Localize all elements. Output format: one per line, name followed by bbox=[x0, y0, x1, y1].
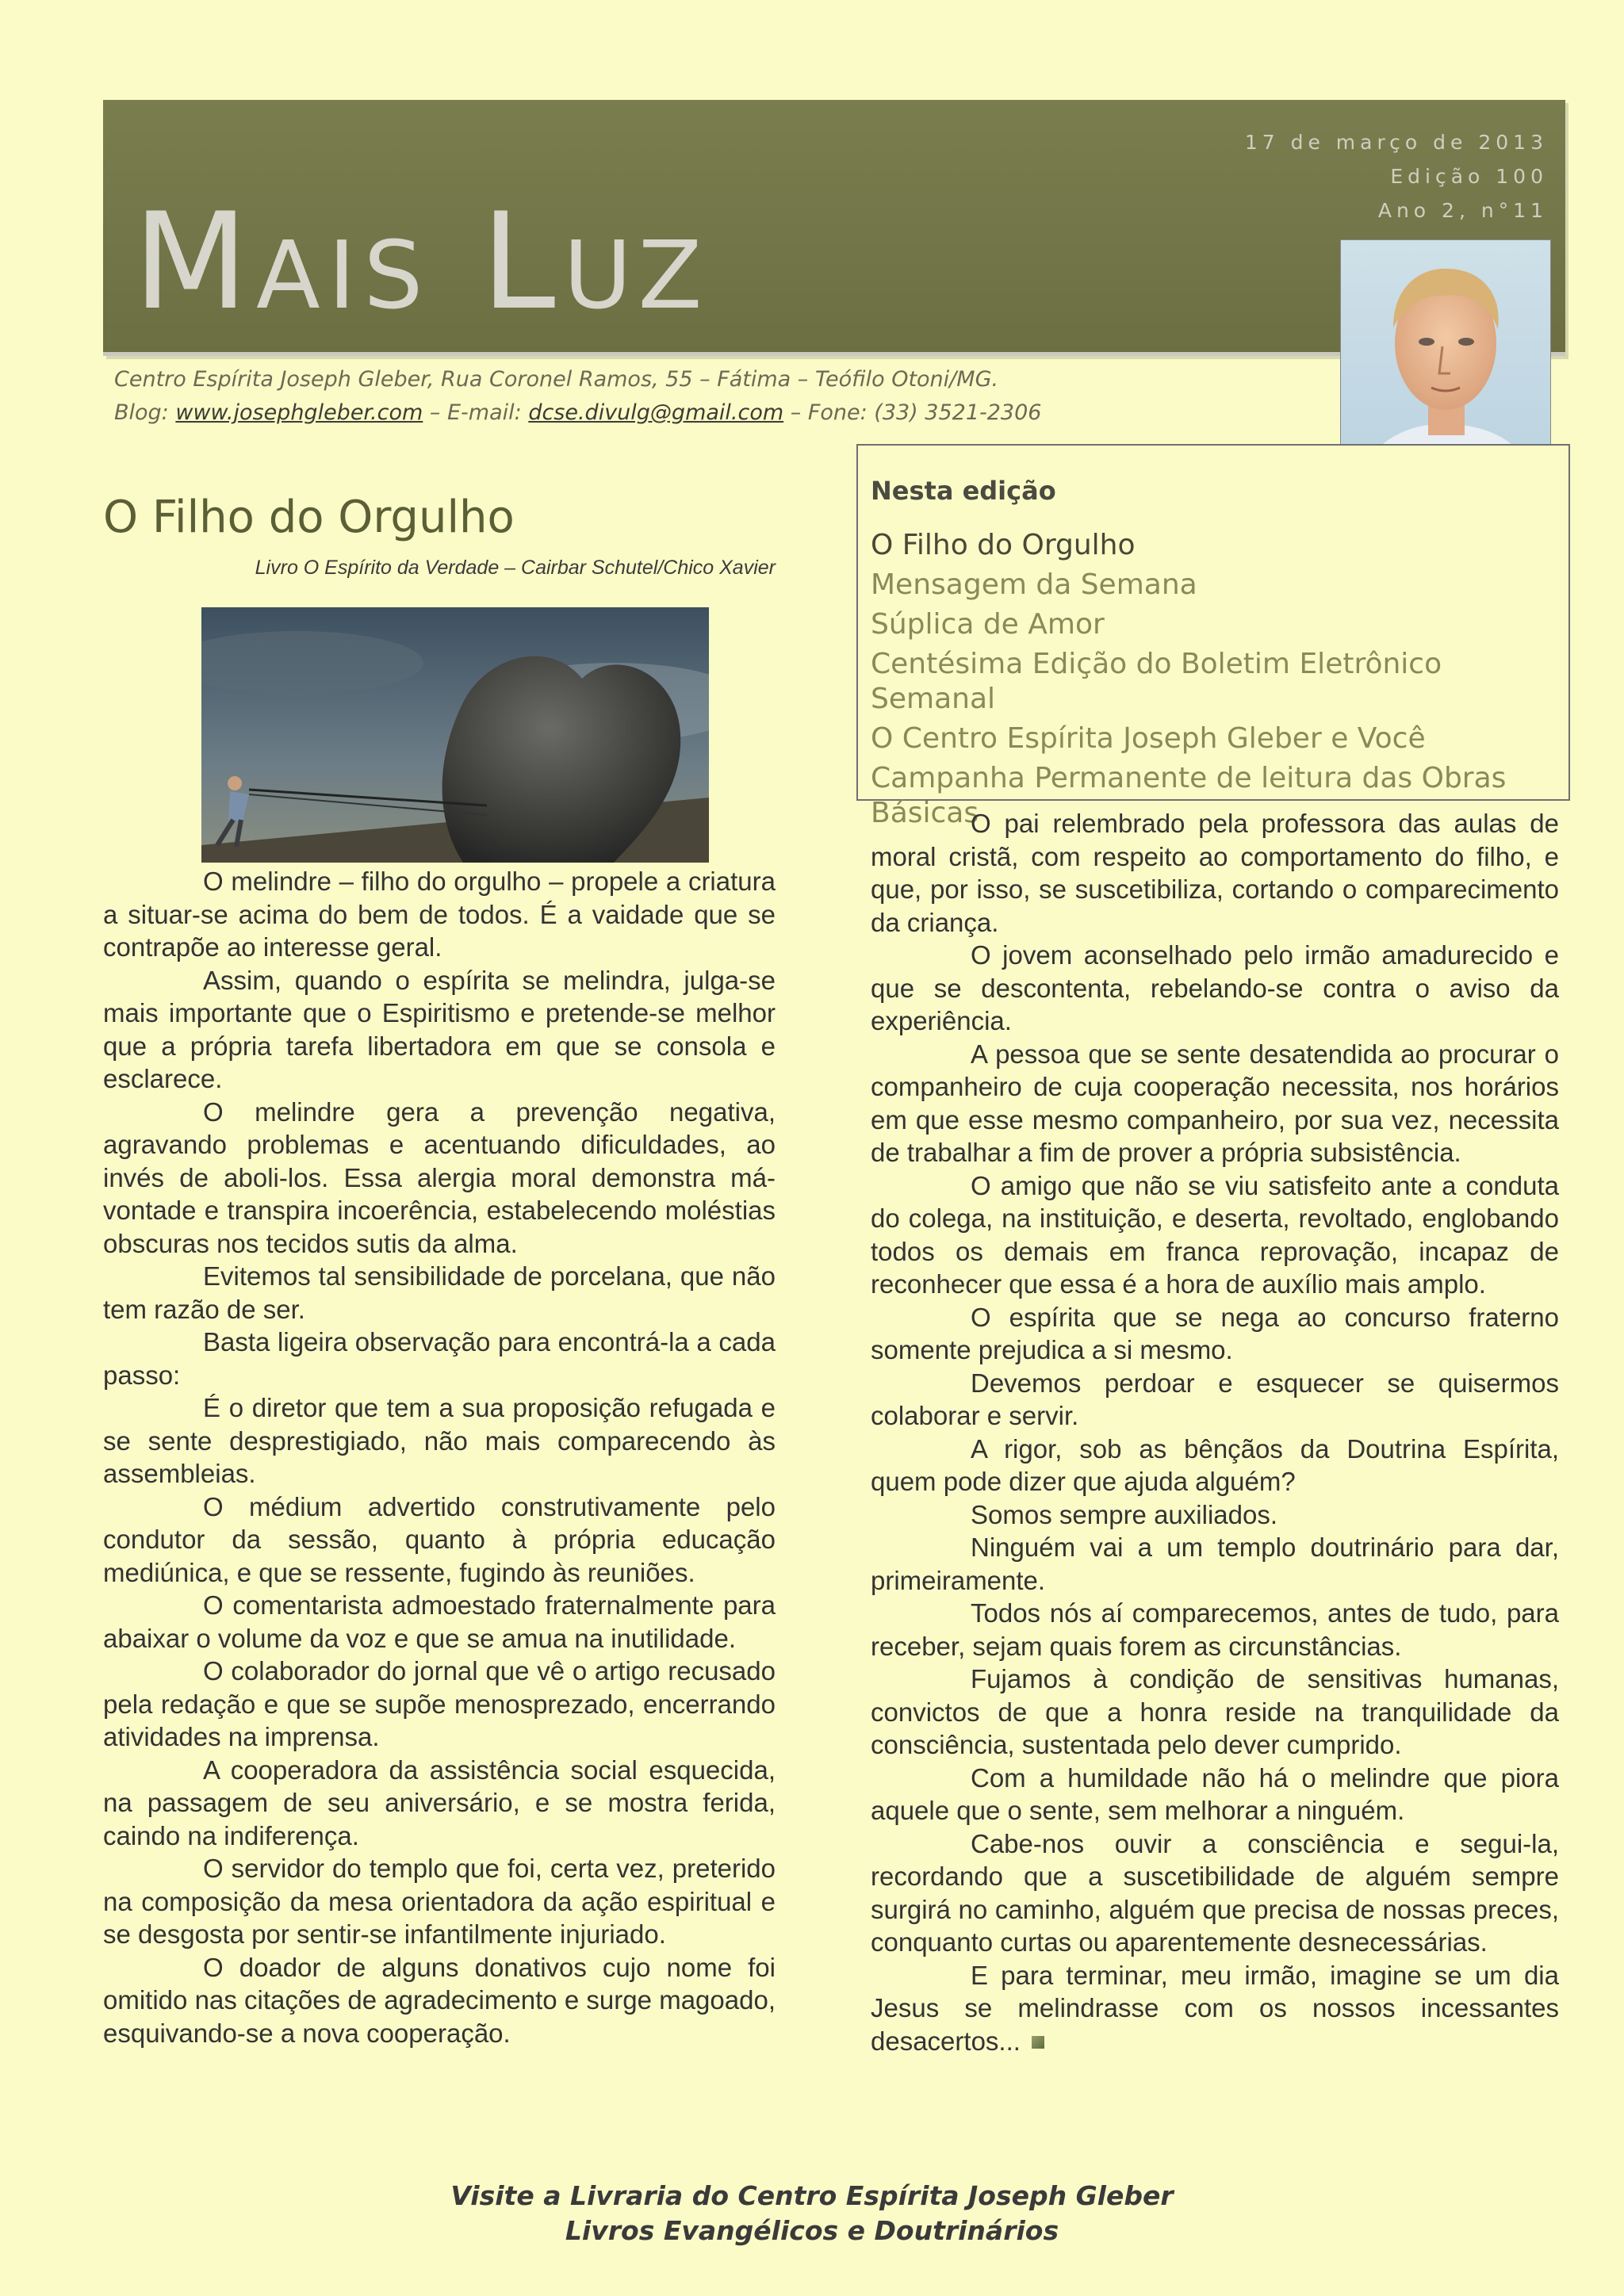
article-paragraph: O pai relembrado pela professora das aulas de moral cristã, com respeito ao comportamento do filho, e que, por isso, se suscetibiliza, cortando o comparecimento da criança. bbox=[871, 809, 1559, 937]
article-paragraph: O doador de alguns donativos cujo nome foi omitido nas citações de agradecimento e surge magoado, esquivando-se a nova cooperação. bbox=[103, 1952, 776, 2048]
final-paragraph-text: E para terminar, meu irmão, imagine se um dia Jesus se melindrasse com os nossos incessantes desacertos... bbox=[871, 1960, 1559, 2056]
article-paragraph: Cabe-nos ouvir a consciência e segui-la, recordando que a suscetibilidade de alguém sempre surgirá no caminho, alguém que precisa de nossas preces, conquanto curtas ou aparentemente desnecessárias. bbox=[871, 1828, 1559, 1957]
article-paragraph: O melindre gera a prevenção negativa, agravando problemas e acentuando dificuldades, ao invés de aboli-los. Essa alergia moral demonstra má-vontade e transpira incoerência, estabelecendo moléstias obscuras nos tecidos sutis da alma. bbox=[103, 1096, 776, 1258]
article-paragraph: A rigor, sob as bênçãos da Doutrina Espírita, quem pode dizer que ajuda alguém? bbox=[871, 1433, 1559, 1496]
article-paragraph bbox=[871, 1959, 1559, 2058]
article-paragraph: O médium advertido construtivamente pelo condutor da sessão, quanto à própria educação mediúnica, e que se ressente, fugindo às reuniões. bbox=[103, 1491, 776, 1587]
article-title: O Filho do Orgulho bbox=[103, 492, 515, 543]
article-paragraph: Com a humildade não há o melindre que piora aquele que o sente, sem melhorar a ninguém. bbox=[871, 1762, 1559, 1825]
toc-item[interactable]: Centésima Edição do Boletim Eletrônico Semanal bbox=[871, 648, 1442, 715]
issue-edition: Edição 100 bbox=[1390, 165, 1548, 188]
issue-info bbox=[1245, 125, 1548, 228]
toc-item[interactable]: Mensagem da Semana bbox=[871, 568, 1197, 601]
article-paragraph: O comentarista admoestado fraternalmente para abaixar o volume da voz e que se amua na inutilidade. bbox=[103, 1590, 776, 1653]
contact-line bbox=[114, 396, 1041, 430]
article-paragraph: O servidor do templo que foi, certa vez, preterido na composição da mesa orientadora da ação espiritual e se desgosta por sentir-se infantilmente injuriado. bbox=[103, 1854, 776, 1949]
toc-item[interactable]: O Filho do Orgulho bbox=[871, 529, 1136, 561]
blog-link[interactable]: www.josephgleber.com bbox=[175, 400, 423, 425]
article-paragraph: O espírita que se nega ao concurso fraterno somente prejudica a si mesmo. bbox=[871, 1302, 1559, 1364]
toc-item[interactable]: O Centro Espírita Joseph Gleber e Você bbox=[871, 722, 1426, 755]
article-paragraph: É o diretor que tem a sua proposição refugada e se sente desprestigiado, não mais comparecendo às assembleias. bbox=[103, 1393, 776, 1488]
article-paragraph: O melindre – filho do orgulho – propele a criatura a situar-se acima do bem de todos. É a vaidade que se contrapõe ao interesse geral. bbox=[103, 867, 776, 962]
article-paragraph: O amigo que não se viu satisfeito ante a conduta do colega, na instituição, e deserta, revoltado, englobando todos os demais em franca reprovação, incapaz de reconhecer que essa é a hora de auxílio mais amplo. bbox=[871, 1170, 1559, 1299]
toc-item[interactable]: Súplica de Amor bbox=[871, 608, 1105, 641]
article-paragraph: Todos nós aí comparecemos, antes de tudo, para receber, sejam quais forem as circunstâncias. bbox=[871, 1598, 1559, 1661]
article-paragraph: Assim, quando o espírita se melindra, julga-se mais importante que o Espiritismo e pretende-se melhor que a própria tarefa libertadora em que se consola e esclarece. bbox=[103, 965, 776, 1093]
phone-text: – Fone: (33) 3521-2306 bbox=[783, 400, 1042, 425]
issue-number: Ano 2, n°11 bbox=[1377, 199, 1548, 222]
article-paragraph: Devemos perdoar e esquecer se quisermos colaborar e servir. bbox=[871, 1368, 1559, 1430]
toc-item[interactable]: Campanha Permanente de leitura das Obras Básicas bbox=[871, 762, 1507, 829]
footer bbox=[0, 2179, 1624, 2248]
article-paragraph: Ninguém vai a um templo doutrinário para dar, primeiramente. bbox=[871, 1533, 1559, 1595]
article-paragraph: Somos sempre auxiliados. bbox=[971, 1499, 1278, 1529]
article-paragraph: Evitemos tal sensibilidade de porcelana, que não tem razão de ser. bbox=[103, 1261, 776, 1324]
footer-books: Livros Evangélicos e Doutrinários bbox=[565, 2215, 1059, 2246]
article-paragraph: A cooperadora da assistência social esquecida, na passagem de seu aniversário, e se mostra ferida, caindo na indiferença. bbox=[103, 1755, 776, 1850]
article-paragraph: Fujamos à condição de sensitivas humanas, convictos de que a honra reside na tranquilidade da consciência, sustentada pelo dever cumprido. bbox=[871, 1664, 1559, 1759]
end-of-article-icon bbox=[1032, 2036, 1044, 2049]
article-source: Livro O Espírito da Verdade – Cairbar Schutel/Chico Xavier bbox=[255, 557, 776, 579]
toc-list bbox=[871, 528, 1561, 836]
article-paragraph: O colaborador do jornal que vê o artigo recusado pela redação e que se supõe menosprezado, encerrando atividades na imprensa. bbox=[103, 1656, 776, 1751]
article-column-right bbox=[871, 807, 1559, 2057]
article-paragraph: A pessoa que se sente desatendida ao procurar o companheiro de cuja cooperação necessita, nos horários em que esse mesmo companheiro, por sua vez, necessita de trabalhar a fim de prover a própria subsistência. bbox=[871, 1039, 1559, 1167]
article-paragraph: O jovem aconselhado pelo irmão amadurecido e que se descontenta, rebelando-se contra o aviso da experiência. bbox=[871, 940, 1559, 1035]
address-line: Centro Espírita Joseph Gleber, Rua Coronel Ramos, 55 – Fátima – Teófilo Otoni/MG. bbox=[114, 367, 999, 392]
contact-info bbox=[114, 363, 1041, 430]
newsletter-title: Mais Luz bbox=[133, 184, 710, 339]
table-of-contents bbox=[856, 444, 1570, 829]
email-label: – E-mail: bbox=[423, 400, 529, 425]
issue-date: 17 de março de 2013 bbox=[1244, 131, 1548, 154]
heart-stone-illustration bbox=[201, 607, 709, 863]
toc-heading: Nesta edição bbox=[871, 476, 1056, 506]
article-column-left bbox=[103, 865, 776, 2049]
email-link[interactable]: dcse.divulg@gmail.com bbox=[528, 400, 784, 425]
article-paragraph: Basta ligeira observação para encontrá-la a cada passo: bbox=[103, 1327, 776, 1390]
blog-label: Blog: bbox=[114, 400, 176, 425]
footer-bookstore: Visite a Livraria do Centro Espírita Joseph Gleber bbox=[450, 2180, 1174, 2211]
